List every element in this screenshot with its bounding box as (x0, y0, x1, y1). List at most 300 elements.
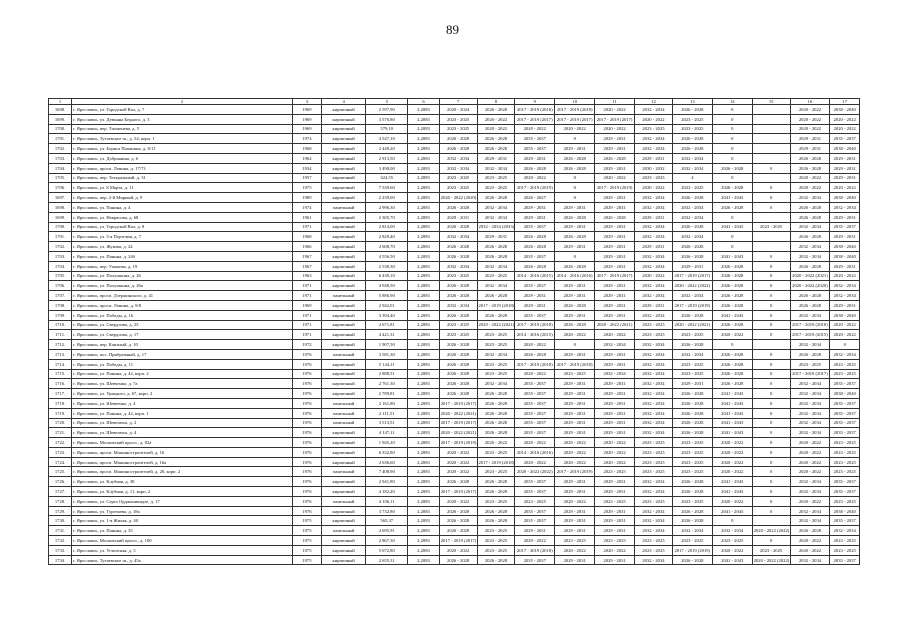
table-cell: 2020 - 2024 (439, 105, 477, 115)
table-row (49, 379, 860, 389)
table-cell: 1702. (49, 242, 72, 252)
table-cell: 2020 - 2022 (477, 124, 515, 134)
address-cell: г. Ярославль, ул. Городской Вал, д. 8 (72, 222, 293, 232)
table-cell: 2032 - 2034 (790, 506, 830, 516)
address-cell: г. Ярославль, ул. Полушкина, д. 26а (72, 281, 293, 291)
table-cell: кирпичный (322, 173, 366, 183)
table-cell: 2026 - 2028 (477, 134, 515, 144)
table-cell: 2,2083 (408, 349, 440, 359)
table-cell: 2029 - 2031 (595, 222, 635, 232)
table-cell: 2032 - 2034 (790, 242, 830, 252)
table-cell: 2017 - 2019 (2019) (672, 300, 712, 310)
table-cell: 2032 - 2034 (635, 487, 673, 497)
table-cell: 2032 - 2034 (790, 398, 830, 408)
table-cell (752, 144, 790, 154)
table-cell: 2032 - 2034 (672, 349, 712, 359)
table-cell: 0 (752, 330, 790, 340)
table-cell: 1976 (292, 467, 321, 477)
table-cell: 5 144,11 (366, 359, 408, 369)
table-cell: 2032 - 2034 (635, 477, 673, 487)
table-cell: кирпичный (322, 212, 366, 222)
table-cell: 2 829,40 (366, 232, 408, 242)
table-row (49, 134, 860, 144)
table-cell: 2032 - 2034 (830, 281, 860, 291)
table-row (49, 144, 860, 154)
table-cell: 2029 - 2031 (595, 516, 635, 526)
table-cell: 2029 - 2031 (595, 163, 635, 173)
table-cell: 2020 - 2022 (830, 124, 860, 134)
table-cell: 1726. (49, 477, 72, 487)
table-row (49, 242, 860, 252)
table-cell: 2029 - 2031 (595, 310, 635, 320)
table-cell: 0 (712, 242, 752, 252)
column-number-header: 7 (439, 99, 477, 105)
table-cell: 2,2083 (408, 271, 440, 281)
table-cell (752, 340, 790, 350)
table-cell: 3 394,40 (366, 310, 408, 320)
address-cell: г. Ярославль, ул. Свердлова, д. 17 (72, 330, 293, 340)
table-cell: 2020 - 2022 (595, 438, 635, 448)
table-cell: 2,2083 (408, 506, 440, 516)
table-cell: 2 111,51 (366, 408, 408, 418)
table-cell: 2023 - 2025 (477, 340, 515, 350)
table-cell: 2029 - 2031 (555, 408, 595, 418)
table-cell: 1729. (49, 506, 72, 516)
table-cell: 4 147,11 (366, 428, 408, 438)
table-row (49, 418, 860, 428)
table-cell: 2020 - 2022 (477, 114, 515, 124)
table-cell: 2023 - 2025 (830, 545, 860, 555)
table-cell: 1969 (292, 124, 321, 134)
table-cell: 2,2083 (408, 193, 440, 203)
address-cell: г. Ярославль, ул. Добрынина, д. 6 (72, 153, 293, 163)
table-cell: 2,2083 (408, 134, 440, 144)
column-number-header: 17 (830, 99, 860, 105)
table-cell: 2029 - 2031 (595, 242, 635, 252)
table-cell: 4 948,50 (366, 281, 408, 291)
table-cell: 2032 - 2034 (635, 291, 673, 301)
table-cell: панельный (322, 291, 366, 301)
table-cell: 2026 - 2028 (477, 193, 515, 203)
table-cell: 1976 (292, 369, 321, 379)
table-cell: 2023 - 2025 (672, 447, 712, 457)
table-cell: 2017 - 2019 (2017) (439, 398, 477, 408)
table-cell: 2023 - 2025 (477, 271, 515, 281)
table-cell: 1976 (292, 506, 321, 516)
table-cell: 5 672,80 (366, 545, 408, 555)
table-cell: 2023 - 2025 (752, 222, 790, 232)
table-cell: 1711. (49, 330, 72, 340)
table-cell: 0 (752, 447, 790, 457)
table-cell: 1976 (292, 389, 321, 399)
table-cell: кирпичный (322, 222, 366, 232)
table-cell: 0 (712, 105, 752, 115)
table-cell: 1976 (292, 487, 321, 497)
table-cell: 2017 - 2019 (2017) (555, 114, 595, 124)
table-cell: 2032 - 2034 (830, 349, 860, 359)
table-cell: 2,2083 (408, 310, 440, 320)
table-cell: 2,2083 (408, 291, 440, 301)
table-cell: 2020 - 2022 (595, 173, 635, 183)
address-cell: г. Ярославль, просп. Машиностроителей, д. 16 (72, 447, 293, 457)
table-cell: 2026 - 2028 (672, 408, 712, 418)
table-cell: 2023 - 2025 (672, 330, 712, 340)
table-cell: 2 608,70 (366, 242, 408, 252)
table-cell: 2041 - 2043 (712, 555, 752, 565)
address-cell: г. Ярославль, ул. Победы, д. 11 (72, 359, 293, 369)
table-cell: 2 814,00 (366, 222, 408, 232)
table-cell: 2029 - 2031 (830, 300, 860, 310)
table-cell: 2026 - 2028 (477, 291, 515, 301)
table-cell: 1971 (292, 320, 321, 330)
table-cell: 2026 - 2028 (477, 487, 515, 497)
table-cell: 2029 - 2031 (555, 379, 595, 389)
table-cell: 2032 - 2034 (672, 212, 712, 222)
table-cell: кирпичный (322, 232, 366, 242)
table-cell: 1721. (49, 428, 72, 438)
table-cell: 2041 - 2043 (712, 506, 752, 516)
table-cell: кирпичный (322, 428, 366, 438)
table-cell: 2029 - 2031 (555, 506, 595, 516)
column-number-header: 10 (555, 99, 595, 105)
table-cell: 2023 - 2025 (635, 536, 673, 546)
table-cell: 2 239,00 (366, 193, 408, 203)
column-number-header: 2 (72, 99, 293, 105)
table-cell: 2,2083 (408, 457, 440, 467)
table-cell: 2,2083 (408, 408, 440, 418)
column-number-header: 15 (752, 99, 790, 105)
table-cell (752, 212, 790, 222)
address-cell: г. Ярославль, ул. Панина, д. 35 (72, 526, 293, 536)
table-cell: 2029 - 2031 (830, 261, 860, 271)
table-cell: 6 439,10 (366, 271, 408, 281)
table-cell: 2029 - 2031 (595, 232, 635, 242)
address-cell: г. Ярославль, ул. Бориса Папанина, д. 8/11 (72, 144, 293, 154)
table-cell: 2032 - 2034 (477, 281, 515, 291)
table-cell: 2032 - 2034 (635, 398, 673, 408)
table-cell: 2029 - 2031 (595, 144, 635, 154)
table-cell: 2032 - 2034 (712, 526, 752, 536)
table-cell: 2032 - 2034 (790, 477, 830, 487)
table-cell: 2032 - 2034 (830, 526, 860, 536)
table-cell: 2020 - 2022 (790, 536, 830, 546)
table-cell: 2026 - 2028 (477, 310, 515, 320)
table-cell: 2020 - 2022 (2022) (672, 281, 712, 291)
table-cell: 1976 (292, 496, 321, 506)
table-cell: 0 (712, 212, 752, 222)
table-cell: 2035 - 2037 (515, 418, 555, 428)
table-cell: 2035 - 2037 (830, 477, 860, 487)
table-cell: 2029 - 2031 (595, 477, 635, 487)
table-cell: кирпичный (322, 124, 366, 134)
table-cell: 2026 - 2028 (672, 487, 712, 497)
table-cell: 2017 - 2019 (2017) (439, 487, 477, 497)
table-cell: 2023 - 2025 (595, 467, 635, 477)
table-cell: кирпичный (322, 457, 366, 467)
table-cell: 1712. (49, 340, 72, 350)
table-cell: кирпичный (322, 555, 366, 565)
table-cell: 0 (752, 506, 790, 516)
address-cell: г. Ярославль, Тутаевское ш., д. 54, корп. 1 (72, 134, 293, 144)
table-cell: 2035 - 2037 (515, 555, 555, 565)
table-cell: 0 (752, 320, 790, 330)
table-cell: 2,2083 (408, 477, 440, 487)
table-cell: 2,2083 (408, 516, 440, 526)
table-cell: 2020 - 2022 (830, 183, 860, 193)
table-cell: 2023 - 2025 (477, 369, 515, 379)
table-row (49, 212, 860, 222)
table-cell: 2014 - 2016 (2015) (515, 330, 555, 340)
table-cell: 2017 - 2019 (2015) (790, 330, 830, 340)
table-cell (752, 516, 790, 526)
table-cell: 2 996,30 (366, 202, 408, 212)
table-cell: 0 (712, 144, 752, 154)
table-cell: 1971 (292, 222, 321, 232)
table-cell: 2032 - 2034 (635, 193, 673, 203)
table-cell: 1976 (292, 418, 321, 428)
table-cell: 2029 - 2031 (555, 222, 595, 232)
table-cell: 0 (752, 251, 790, 261)
table-cell: 0 (752, 281, 790, 291)
table-cell: 2017 - 2019 (2017) (515, 114, 555, 124)
table-cell: 2029 - 2031 (595, 506, 635, 516)
table-cell: 1976 (292, 398, 321, 408)
table-cell: 0 (752, 418, 790, 428)
table-cell: 2035 - 2037 (830, 428, 860, 438)
table-cell: 2,2083 (408, 183, 440, 193)
table-cell: 2,2083 (408, 251, 440, 261)
table-cell: 2032 - 2034 (790, 340, 830, 350)
table-cell: 2026 - 2028 (672, 134, 712, 144)
table-cell: 2,2083 (408, 300, 440, 310)
address-cell: г. Ярославль, ул. Шевченко, д. 4 (72, 398, 293, 408)
table-cell: 2029 - 2031 (595, 418, 635, 428)
table-cell: 1700. (49, 222, 72, 232)
table-cell: 2032 - 2034 (635, 389, 673, 399)
table-cell: 2029 - 2031 (595, 202, 635, 212)
table-cell: 2023 - 2025 (439, 173, 477, 183)
table-cell: 2029 - 2031 (477, 232, 515, 242)
table-cell: 2029 - 2031 (555, 349, 595, 359)
table-cell: 2032 - 2034 (672, 153, 712, 163)
table-cell: 2041 - 2043 (712, 398, 752, 408)
table-cell: кирпичный (322, 144, 366, 154)
table-cell: 2029 - 2031 (555, 291, 595, 301)
table-cell: 2035 - 2037 (830, 134, 860, 144)
table-cell: 2032 - 2034 (635, 379, 673, 389)
column-number-header: 13 (672, 99, 712, 105)
table-cell: 2026 - 2028 (555, 153, 595, 163)
table-cell (752, 124, 790, 134)
table-row (49, 202, 860, 212)
table-cell: 2020 - 2022 (712, 438, 752, 448)
table-cell: 1698. (49, 202, 72, 212)
table-cell: 424,55 (366, 173, 408, 183)
table-cell: 1934 (292, 163, 321, 173)
table-cell: 2017 - 2019 (2016) (515, 105, 555, 115)
table-cell: 2,2083 (408, 124, 440, 134)
address-cell: г. Ярославль, ул. Победы, д. 16 (72, 310, 293, 320)
table-cell: 2017 - 2019 (2018) (555, 105, 595, 115)
table-cell: 2026 - 2028 (477, 516, 515, 526)
table-cell: 2020 - 2022 (712, 496, 752, 506)
table-cell: 1730. (49, 516, 72, 526)
table-cell: 2035 - 2037 (515, 144, 555, 154)
table-cell: 2023 - 2025 (635, 457, 673, 467)
table-cell: 2032 - 2034 (635, 144, 673, 154)
table-cell: 1717. (49, 389, 72, 399)
table-cell: 2026 - 2028 (672, 193, 712, 203)
table-cell: 1976 (292, 379, 321, 389)
table-cell: 2035 - 2037 (515, 251, 555, 261)
table-cell: 2023 - 2025 (830, 369, 860, 379)
table-row (49, 163, 860, 173)
table-cell: 2026 - 2028 (515, 261, 555, 271)
table-cell: 0 (712, 153, 752, 163)
table-cell: 1704. (49, 163, 72, 173)
table-cell: 2038 - 2040 (830, 242, 860, 252)
table-cell: 2026 - 2028 (477, 477, 515, 487)
table-cell: 1974 (292, 202, 321, 212)
table-cell: 2023 - 2025 (555, 369, 595, 379)
table-cell: 1698. (49, 105, 72, 115)
table-cell: 2035 - 2037 (515, 222, 555, 232)
table-cell: 2023 - 2025 (672, 438, 712, 448)
table-row (49, 153, 860, 163)
address-cell: г. Ярославль, ул. Шевелюха, д. 4 (72, 428, 293, 438)
table-row (49, 310, 860, 320)
table-cell: 2023 - 2025 (830, 438, 860, 448)
table-cell: 2026 - 2028 (477, 418, 515, 428)
table-cell: 2020 - 2022 (2022) (752, 555, 790, 565)
table-cell: 2020 - 2022 (635, 114, 673, 124)
table-cell: кирпичный (322, 300, 366, 310)
table-cell: 2020 - 2022 (830, 114, 860, 124)
table-cell: 2017 - 2019 (2018) (515, 359, 555, 369)
table-row (49, 173, 860, 183)
table-cell: 0 (712, 124, 752, 134)
table-cell: 2017 - 2019 (2018) (515, 545, 555, 555)
table-cell: 2026 - 2028 (712, 369, 752, 379)
table-cell: 1976 (292, 349, 321, 359)
table-cell: 2026 - 2028 (555, 212, 595, 222)
table-cell: 2026 - 2028 (515, 242, 555, 252)
table-cell: 2023 - 2025 (672, 536, 712, 546)
table-cell: 2029 - 2031 (555, 477, 595, 487)
table-cell: 2023 - 2025 (635, 124, 673, 134)
table-cell: 2035 - 2037 (515, 487, 555, 497)
table-cell: кирпичный (322, 369, 366, 379)
table-cell: 0 (830, 340, 860, 350)
table-cell: 2035 - 2037 (515, 310, 555, 320)
table-cell: кирпичный (322, 477, 366, 487)
table-cell: панельный (322, 418, 366, 428)
table-cell: 0 (712, 114, 752, 124)
table-cell: 2041 - 2043 (712, 310, 752, 320)
table-cell: 6 332,80 (366, 447, 408, 457)
table-cell: 2,2083 (408, 389, 440, 399)
table-cell: 2,2083 (408, 536, 440, 546)
table-cell: 3 513,51 (366, 418, 408, 428)
table-cell: 2032 - 2034 (635, 359, 673, 369)
table-cell: 0 (752, 300, 790, 310)
table-row (49, 105, 860, 115)
table-cell: панельный (322, 467, 366, 477)
table-cell: 1975 (292, 545, 321, 555)
table-cell: 2023 - 2025 (477, 330, 515, 340)
table-cell: 2029 - 2031 (635, 300, 673, 310)
table-cell: 2032 - 2034 (635, 349, 673, 359)
table-cell: 2032 - 2034 (635, 340, 673, 350)
table-cell: кирпичный (322, 153, 366, 163)
table-row (49, 555, 860, 565)
table-row (49, 428, 860, 438)
table-cell: 2026 - 2028 (477, 408, 515, 418)
table-cell: 0 (752, 359, 790, 369)
table-cell: 0 (752, 438, 790, 448)
table-cell: 2032 - 2034 (477, 349, 515, 359)
address-cell: г. Ярославль, ул. Шевелюха, д. 2 (72, 418, 293, 428)
table-cell: 0 (752, 261, 790, 271)
table-cell: 2020 - 2022 (595, 545, 635, 555)
table-cell: 2029 - 2031 (477, 153, 515, 163)
table-cell: 2026 - 2028 (439, 359, 477, 369)
table-cell: панельный (322, 202, 366, 212)
table-cell: 2032 - 2034 (439, 261, 477, 271)
table-cell: 1705. (49, 271, 72, 281)
table-cell: 2,2083 (408, 379, 440, 389)
address-cell: г. Ярославль, Московский просп., д. 82а (72, 438, 293, 448)
address-cell: г. Ярославль, ул. Полушкина, д. 26 (72, 271, 293, 281)
table-cell: кирпичный (322, 281, 366, 291)
table-cell: 1967 (292, 251, 321, 261)
table-cell: 2,2083 (408, 261, 440, 271)
table-cell: 2017 - 2019 (2019) (439, 438, 477, 448)
table-cell: 2032 - 2034 (635, 408, 673, 418)
table-cell: 2026 - 2028 (439, 369, 477, 379)
table-cell: 2026 - 2028 (555, 232, 595, 242)
table-cell: 0 (752, 536, 790, 546)
table-cell: 4 547,10 (366, 134, 408, 144)
table-row (49, 359, 860, 369)
table-row (49, 516, 860, 526)
table-cell: 1969 (292, 105, 321, 115)
table-cell: 2026 - 2028 (672, 477, 712, 487)
table-cell: 2 941,80 (366, 477, 408, 487)
table-cell: 2041 - 2043 (712, 428, 752, 438)
capital-repair-schedule-table (48, 98, 860, 565)
table-cell: 2032 - 2034 (672, 232, 712, 242)
table-cell: 1963 (292, 271, 321, 281)
table-cell: кирпичный (322, 134, 366, 144)
table-cell: 2026 - 2028 (672, 398, 712, 408)
address-cell: г. Ярославль, пер. Театральный, д. 31 (72, 173, 293, 183)
table-cell: 2026 - 2028 (790, 212, 830, 222)
table-cell: 2029 - 2031 (555, 555, 595, 565)
table-cell: 1957 (292, 173, 321, 183)
address-cell: г. Ярославль, ул. 8 Марта, д. 11 (72, 183, 293, 193)
table-cell: 2,2083 (408, 438, 440, 448)
table-cell: 1976 (292, 408, 321, 418)
table-cell: 2032 - 2034 (672, 526, 712, 536)
table-cell: 1976 (292, 438, 321, 448)
table-cell (752, 232, 790, 242)
table-row (49, 496, 860, 506)
table-cell: 2023 - 2025 (555, 536, 595, 546)
table-row (49, 271, 860, 281)
table-cell: 2,2083 (408, 212, 440, 222)
table-cell: 2020 - 2022 (712, 467, 752, 477)
